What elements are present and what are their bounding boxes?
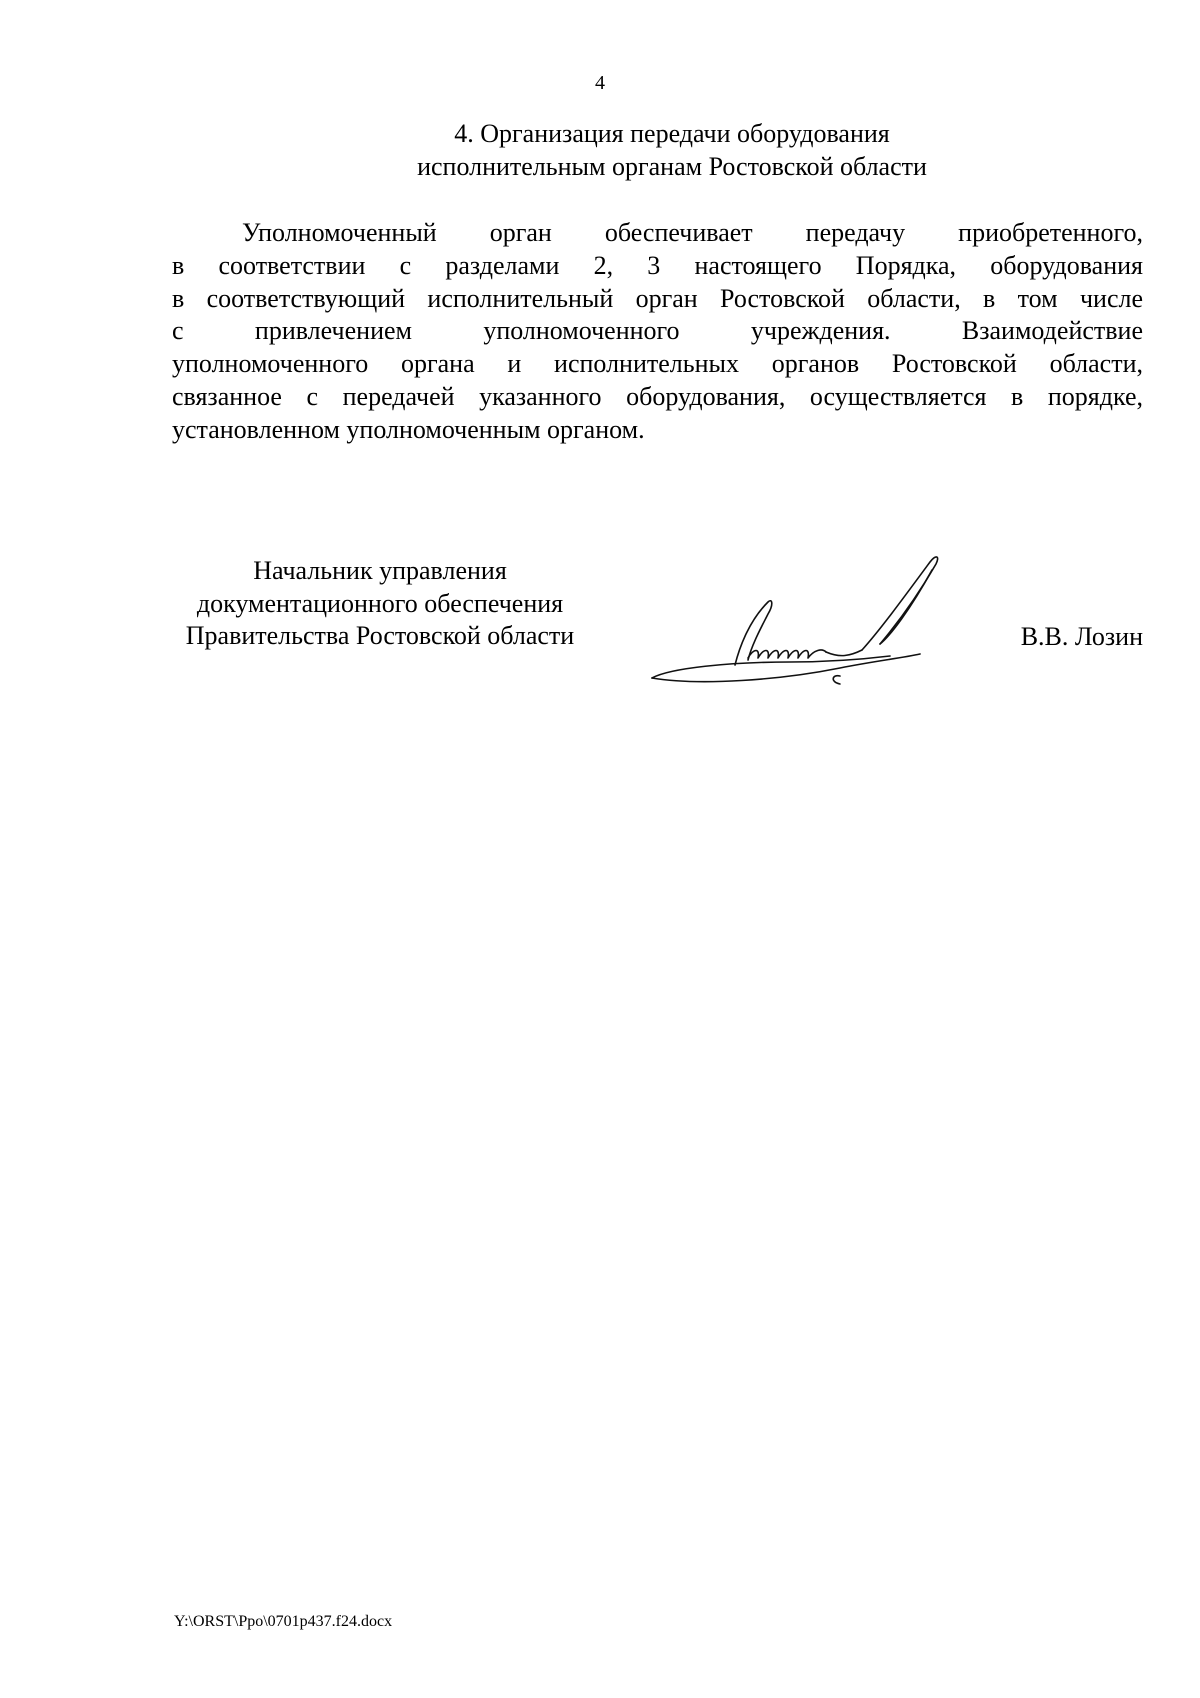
section-heading-line: 4. Организация передачи оборудования bbox=[454, 119, 890, 148]
signer-name: В.В. Лозин bbox=[1020, 622, 1143, 651]
paragraph-line: установленном уполномоченным органом. bbox=[172, 414, 645, 444]
paragraph-line: уполномоченного органа и исполнительных органов Ростовской области, bbox=[172, 349, 1143, 379]
body-paragraph bbox=[172, 217, 1143, 447]
paragraph-line: с привлечением уполномоченного учреждения. Взаимодействие bbox=[172, 316, 1143, 346]
signer-position bbox=[160, 555, 600, 653]
signer-position-line: Правительства Ростовской области bbox=[185, 621, 575, 650]
signer-position-line: документационного обеспечения bbox=[196, 588, 564, 618]
paragraph-line: в соответствии с разделами 2, 3 настоящего Порядка, оборудования bbox=[172, 250, 1143, 280]
section-heading-line: исполнительным органам Ростовской области bbox=[417, 152, 927, 181]
paragraph-line: Уполномоченный орган обеспечивает передачу приобретенного, bbox=[242, 218, 1143, 247]
signature-icon bbox=[640, 540, 980, 690]
page-number: 4 bbox=[595, 72, 605, 94]
section-heading bbox=[172, 117, 1172, 183]
file-path-footer: Y:\ORST\Ppo\0701p437.f24.docx bbox=[174, 1613, 393, 1630]
signer-position-line: Начальник управления bbox=[253, 556, 507, 585]
paragraph-line: связанное с передачей указанного оборудования, осуществляется в порядке, bbox=[172, 381, 1143, 411]
paragraph-line: в соответствующий исполнительный орган Ростовской области, в том числе bbox=[172, 283, 1143, 313]
